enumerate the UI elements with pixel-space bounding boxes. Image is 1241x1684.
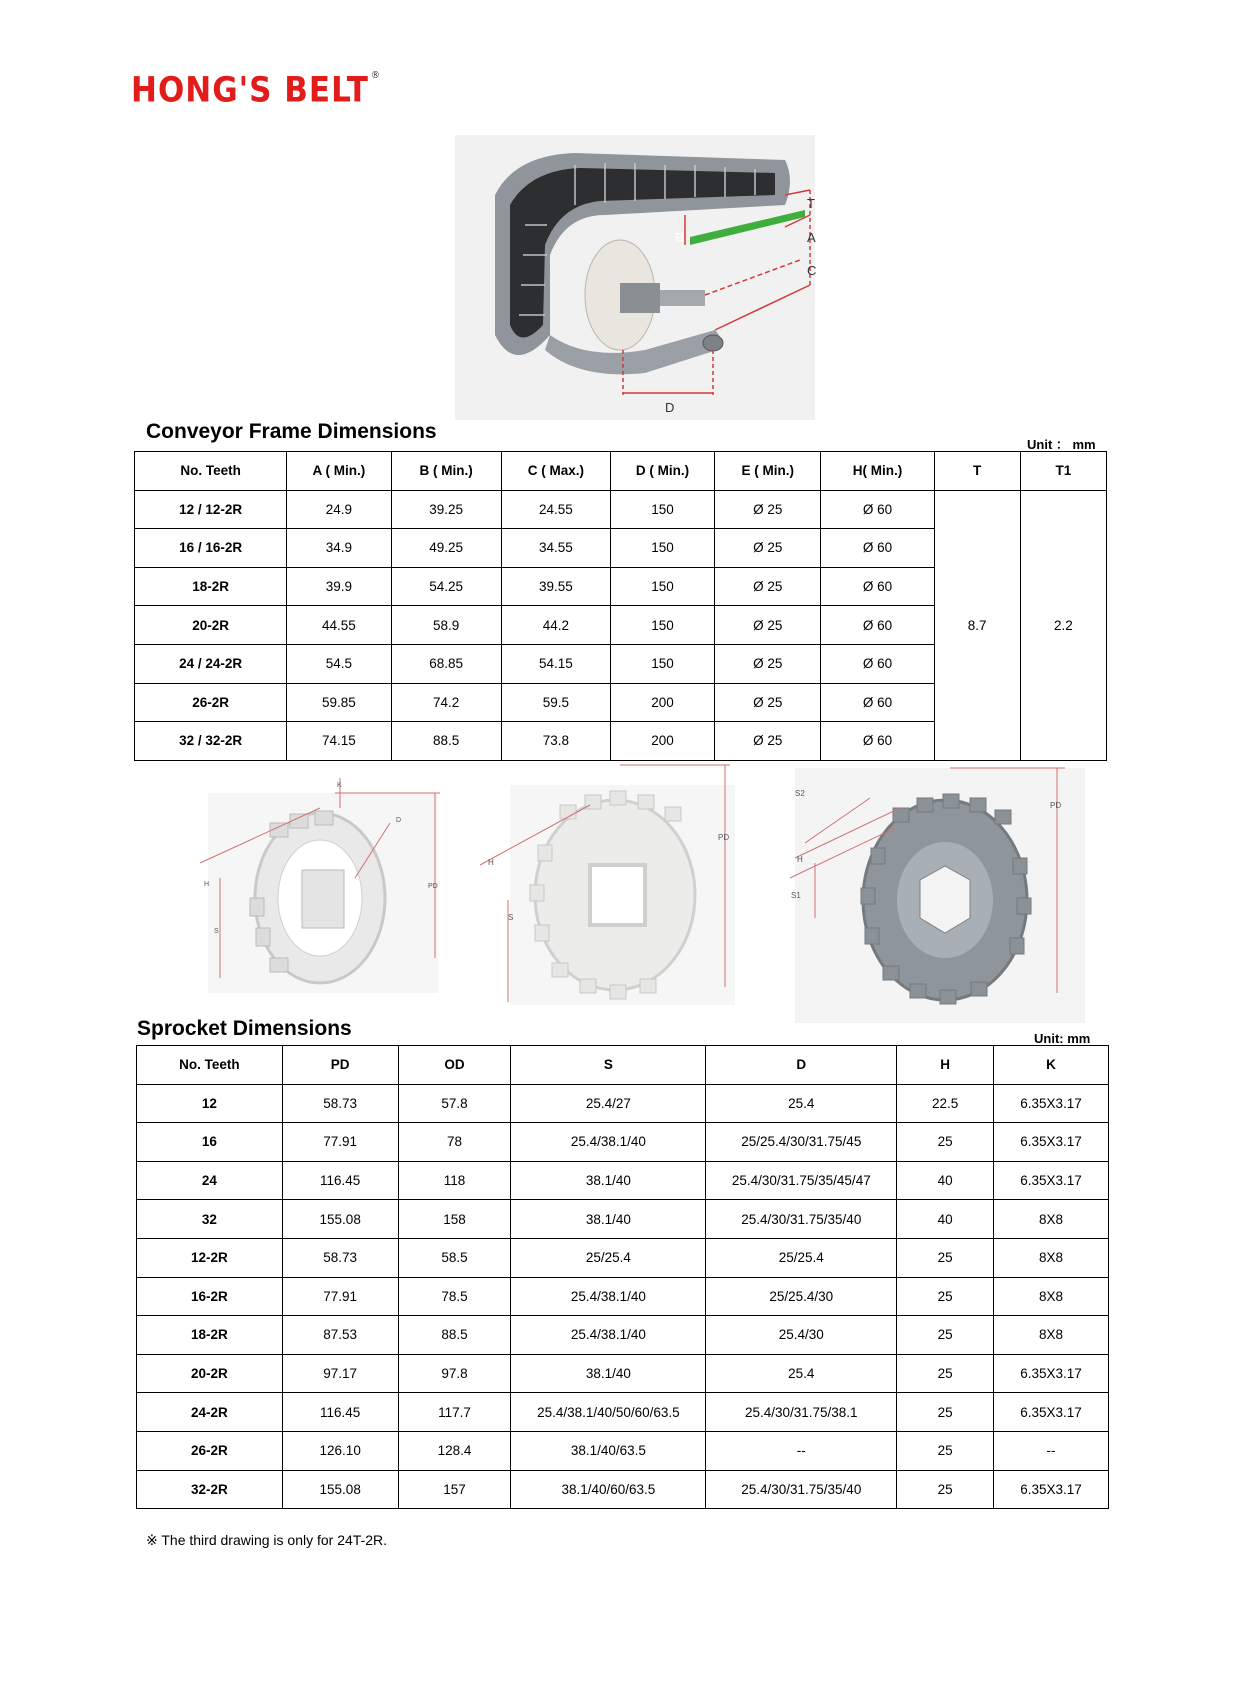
cell: Ø 25 [715, 490, 821, 529]
cell: Ø 25 [715, 529, 821, 568]
label-d: D [396, 817, 402, 824]
cell: Ø 60 [821, 722, 934, 761]
cell: 8X8 [994, 1238, 1109, 1277]
brand-name: HONG'S BELT [131, 70, 369, 111]
cell: 54.5 [287, 644, 391, 683]
cell: 25.4/38.1/40 [511, 1316, 706, 1355]
label-d: D [665, 400, 675, 415]
cell: 18-2R [135, 567, 287, 606]
table-row [137, 1200, 1109, 1239]
cell-t: 8.7 [934, 490, 1020, 760]
cell: 54.25 [391, 567, 501, 606]
table-row [137, 1431, 1109, 1470]
col-header: H( Min.) [821, 452, 934, 491]
cell: 25.4/38.1/40/50/60/63.5 [511, 1393, 706, 1432]
cell: 32 / 32-2R [135, 722, 287, 761]
cell: 58.5 [398, 1238, 511, 1277]
col-header: B ( Min.) [391, 452, 501, 491]
cell: 158 [398, 1200, 511, 1239]
cell: 38.1/40 [511, 1200, 706, 1239]
table-header-row [135, 452, 1107, 491]
cell: 116.45 [282, 1393, 398, 1432]
cell: -- [994, 1431, 1109, 1470]
cell: 25 [897, 1123, 994, 1162]
cell: 6.35X3.17 [994, 1393, 1109, 1432]
cell: Ø 25 [715, 683, 821, 722]
cell: Ø 60 [821, 644, 934, 683]
cell: 25 [897, 1238, 994, 1277]
cell: 40 [897, 1161, 994, 1200]
label-s1: S1 [791, 891, 801, 900]
cell: 12-2R [137, 1238, 283, 1277]
frame-dimensions-table [134, 451, 1107, 761]
table-row [135, 490, 1107, 529]
cell: 34.9 [287, 529, 391, 568]
cell: 16-2R [137, 1277, 283, 1316]
cell: 6.35X3.17 [994, 1354, 1109, 1393]
frame-unit: Unit ： mm [1027, 437, 1096, 452]
table-row [137, 1238, 1109, 1277]
cell: Ø 60 [821, 490, 934, 529]
col-header: C ( Max.) [501, 452, 610, 491]
label-a: A [807, 230, 816, 245]
sprocket-drawing-3 [791, 768, 1085, 1023]
cell: 58.73 [282, 1084, 398, 1123]
col-header: T [934, 452, 1020, 491]
cell: Ø 25 [715, 606, 821, 645]
cell: 88.5 [398, 1316, 511, 1355]
cell: 16 [137, 1123, 283, 1162]
cell: 26-2R [135, 683, 287, 722]
cell: Ø 60 [821, 606, 934, 645]
frame-title: Conveyor Frame Dimensions [146, 420, 437, 443]
col-header: No. Teeth [135, 452, 287, 491]
sprocket-drawing-2 [480, 765, 750, 1013]
cell: 18-2R [137, 1316, 283, 1355]
cell: 8X8 [994, 1200, 1109, 1239]
cell: 12 / 12-2R [135, 490, 287, 529]
cell: 24-2R [137, 1393, 283, 1432]
cell-t1: 2.2 [1020, 490, 1106, 760]
table-row [137, 1316, 1109, 1355]
cell: Ø 25 [715, 567, 821, 606]
label-pd: PD [718, 833, 730, 842]
cell: 58.73 [282, 1238, 398, 1277]
cell: 200 [610, 722, 714, 761]
cell: 118 [398, 1161, 511, 1200]
cell: -- [706, 1431, 897, 1470]
cell: 38.1/40 [511, 1161, 706, 1200]
cell: 155.08 [282, 1200, 398, 1239]
table-row [137, 1161, 1109, 1200]
cell: 25 [897, 1354, 994, 1393]
label-pd: PD [1050, 801, 1062, 810]
cell: 34.55 [501, 529, 610, 568]
cell: 150 [610, 567, 714, 606]
cell: 8X8 [994, 1277, 1109, 1316]
cell: 24.9 [287, 490, 391, 529]
cell: 25/25.4 [706, 1238, 897, 1277]
cell: 150 [610, 490, 714, 529]
cell: Ø 25 [715, 722, 821, 761]
cell: 12 [137, 1084, 283, 1123]
conveyor-belt-illustration [455, 135, 815, 420]
table-row [137, 1084, 1109, 1123]
col-header: OD [398, 1046, 511, 1085]
cell: 49.25 [391, 529, 501, 568]
table-header-row [137, 1046, 1109, 1085]
cell: 39.9 [287, 567, 391, 606]
col-header: D ( Min.) [610, 452, 714, 491]
cell: 32 [137, 1200, 283, 1239]
cell: 24 [137, 1161, 283, 1200]
col-header: PD [282, 1046, 398, 1085]
label-s: S [214, 928, 219, 935]
label-h: H [204, 881, 210, 888]
cell: 44.2 [501, 606, 610, 645]
cell: 25 [897, 1277, 994, 1316]
col-header: K [994, 1046, 1109, 1085]
cell: Ø 60 [821, 683, 934, 722]
cell: 58.9 [391, 606, 501, 645]
col-header: S [511, 1046, 706, 1085]
cell: 25.4/30/31.75/38.1 [706, 1393, 897, 1432]
cell: 6.35X3.17 [994, 1470, 1109, 1509]
col-header: T1 [1020, 452, 1106, 491]
cell: 97.8 [398, 1354, 511, 1393]
cell: 117.7 [398, 1393, 511, 1432]
label-s2: S2 [795, 789, 805, 798]
label-h: H [488, 858, 494, 867]
cell: 25/25.4/30/31.75/45 [706, 1123, 897, 1162]
table-row [137, 1393, 1109, 1432]
cell: 157 [398, 1470, 511, 1509]
cell: Ø 60 [821, 529, 934, 568]
cell: 32-2R [137, 1470, 283, 1509]
cell: 20-2R [135, 606, 287, 645]
cell: 25.4/38.1/40 [511, 1123, 706, 1162]
cell: 150 [610, 644, 714, 683]
cell: 44.55 [287, 606, 391, 645]
cell: 38.1/40/60/63.5 [511, 1470, 706, 1509]
cell: 97.17 [282, 1354, 398, 1393]
cell: 74.15 [287, 722, 391, 761]
cell: 78.5 [398, 1277, 511, 1316]
brand-logo [131, 70, 379, 110]
cell: 25.4/27 [511, 1084, 706, 1123]
label-pd: PD [428, 883, 438, 890]
col-header: No. Teeth [137, 1046, 283, 1085]
label-b: B [675, 230, 684, 245]
table-row [137, 1277, 1109, 1316]
cell: 6.35X3.17 [994, 1161, 1109, 1200]
sprocket-unit: Unit: mm [1034, 1031, 1091, 1046]
cell: 6.35X3.17 [994, 1084, 1109, 1123]
cell: 25/25.4 [511, 1238, 706, 1277]
cell: 8X8 [994, 1316, 1109, 1355]
cell: 25 [897, 1393, 994, 1432]
label-s: S [508, 913, 514, 922]
cell: 39.55 [501, 567, 610, 606]
cell: 128.4 [398, 1431, 511, 1470]
col-header: E ( Min.) [715, 452, 821, 491]
label-k: K [337, 782, 342, 789]
col-header: D [706, 1046, 897, 1085]
cell: Ø 25 [715, 644, 821, 683]
cell: 25 [897, 1316, 994, 1355]
table-row [137, 1123, 1109, 1162]
cell: 25.4/30 [706, 1316, 897, 1355]
cell: Ø 60 [821, 567, 934, 606]
cell: 126.10 [282, 1431, 398, 1470]
cell: 25.4/30/31.75/35/40 [706, 1200, 897, 1239]
cell: 24.55 [501, 490, 610, 529]
label-t: T [807, 196, 815, 211]
sprocket-title: Sprocket Dimensions [137, 1017, 352, 1040]
cell: 74.2 [391, 683, 501, 722]
label-h: H [797, 855, 803, 864]
cell: 38.1/40 [511, 1354, 706, 1393]
table-row [137, 1354, 1109, 1393]
cell: 155.08 [282, 1470, 398, 1509]
cell: 24 / 24-2R [135, 644, 287, 683]
cell: 40 [897, 1200, 994, 1239]
cell: 25.4/30/31.75/35/45/47 [706, 1161, 897, 1200]
table-row [137, 1470, 1109, 1509]
cell: 38.1/40/63.5 [511, 1431, 706, 1470]
cell: 73.8 [501, 722, 610, 761]
cell: 25 [897, 1431, 994, 1470]
registered-mark: ® [370, 69, 381, 81]
cell: 6.35X3.17 [994, 1123, 1109, 1162]
footnote: ※ The third drawing is only for 24T-2R. [146, 1532, 388, 1548]
cell: 25 [897, 1470, 994, 1509]
cell: 25/25.4/30 [706, 1277, 897, 1316]
cell: 68.85 [391, 644, 501, 683]
cell: 59.5 [501, 683, 610, 722]
cell: 39.25 [391, 490, 501, 529]
cell: 57.8 [398, 1084, 511, 1123]
cell: 77.91 [282, 1277, 398, 1316]
cell: 16 / 16-2R [135, 529, 287, 568]
cell: 25.4 [706, 1084, 897, 1123]
cell: 25.4 [706, 1354, 897, 1393]
cell: 25.4/38.1/40 [511, 1277, 706, 1316]
cell: 77.91 [282, 1123, 398, 1162]
cell: 26-2R [137, 1431, 283, 1470]
cell: 150 [610, 529, 714, 568]
sprocket-drawing-1 [190, 778, 455, 1008]
cell: 59.85 [287, 683, 391, 722]
cell: 54.15 [501, 644, 610, 683]
label-c: C [807, 263, 817, 278]
cell: 116.45 [282, 1161, 398, 1200]
cell: 87.53 [282, 1316, 398, 1355]
cell: 150 [610, 606, 714, 645]
cell: 78 [398, 1123, 511, 1162]
cell: 22.5 [897, 1084, 994, 1123]
sprocket-dimensions-table [136, 1045, 1109, 1509]
cell: 200 [610, 683, 714, 722]
col-header: A ( Min.) [287, 452, 391, 491]
cell: 20-2R [137, 1354, 283, 1393]
col-header: H [897, 1046, 994, 1085]
cell: 88.5 [391, 722, 501, 761]
cell: 25.4/30/31.75/35/40 [706, 1470, 897, 1509]
